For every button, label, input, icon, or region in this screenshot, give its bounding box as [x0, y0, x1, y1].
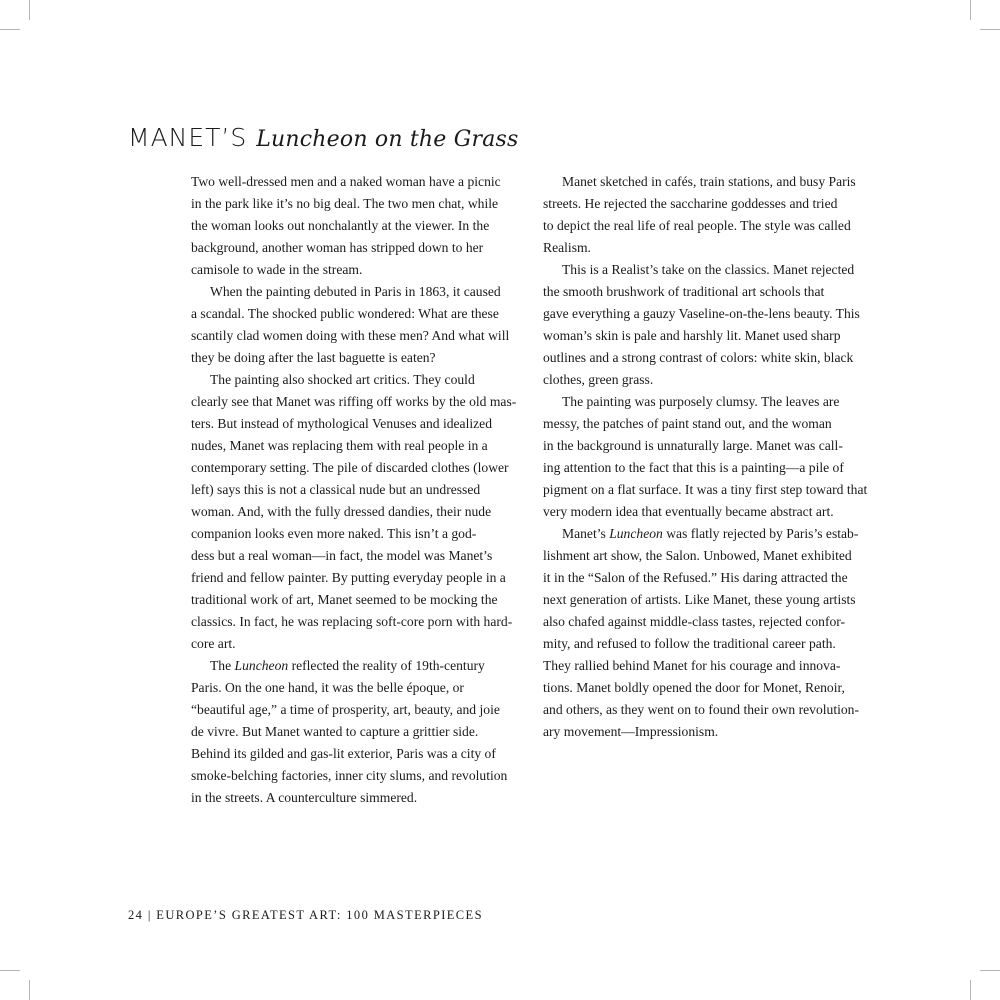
text-line: nudes, Manet was replacing them with real people in a [191, 438, 488, 453]
page-number: 24 [128, 908, 144, 922]
crop-mark [0, 29, 20, 30]
text-line: clearly see that Manet was riffing off works by the old mas- [191, 394, 517, 409]
text-line: to depict the real life of real people. The style was called [543, 218, 851, 233]
running-title: EUROPE’S GREATEST ART: 100 MASTERPIECES [156, 908, 483, 922]
text-line: woman. And, with the fully dressed dandies, their nude [191, 504, 492, 519]
italic-title-run: Luncheon [234, 658, 289, 673]
text-line: they be doing after the last baguette is eaten? [191, 350, 436, 365]
text-line: core art. [191, 636, 236, 651]
text-line: gave everything a gauzy Vaseline-on-the-lens beauty. This [543, 306, 860, 321]
text-line: tions. Manet boldly opened the door for Monet, Renoir, [543, 680, 845, 695]
text-line: contemporary setting. The pile of discarded clothes (lower [191, 460, 509, 475]
text-run: reflected the reality of 19th-century [288, 658, 485, 673]
crop-mark [29, 0, 30, 20]
text-line [543, 523, 867, 545]
text-line: background, another woman has stripped down to her [191, 240, 484, 255]
text-line: next generation of artists. Like Manet, these young artists [543, 592, 856, 607]
left-text-column [191, 171, 516, 809]
title-caps: MANET’S [128, 123, 248, 152]
text-line: very modern idea that eventually became abstract art. [543, 504, 834, 519]
text-line: traditional work of art, Manet seemed to be mocking the [191, 592, 498, 607]
text-line: pigment on a flat surface. It was a tiny first step toward that [543, 482, 868, 497]
text-line: They rallied behind Manet for his courage and innova- [543, 658, 841, 673]
title-italic: Luncheon on the Grass [256, 127, 519, 152]
text-line: Realism. [543, 240, 591, 255]
text-line: The painting also shocked art critics. They could [210, 372, 475, 387]
text-line: outlines and a strong contrast of colors: white skin, black [543, 350, 854, 365]
text-line: de vivre. But Manet wanted to capture a grittier side. [191, 724, 479, 739]
text-line: lishment art show, the Salon. Unbowed, Manet exhibited [543, 548, 852, 563]
crop-mark [29, 980, 30, 1000]
text-line: Paris. On the one hand, it was the belle époque, or [191, 680, 464, 695]
text-line: the woman looks out nonchalantly at the viewer. In the [191, 218, 490, 233]
text-line: also chafed against middle-class tastes, rejected confor- [543, 614, 846, 629]
text-line: classics. In fact, he was replacing soft-core porn with hard- [191, 614, 513, 629]
text-line: ters. But instead of mythological Venuses and idealized [191, 416, 493, 431]
text-line: left) says this is not a classical nude but an undressed [191, 482, 481, 497]
footer-separator: | [147, 908, 152, 922]
text-line: ary movement—Impressionism. [543, 724, 719, 739]
right-text-column [543, 171, 867, 743]
text-line: Manet sketched in cafés, train stations, and busy Paris [562, 174, 856, 189]
text-line: friend and fellow painter. By putting everyday people in a [191, 570, 506, 585]
page-footer [128, 908, 483, 923]
text-line: smoke-belching factories, inner city slums, and revolution [191, 768, 508, 783]
text-line: in the park like it’s no big deal. The two men chat, while [191, 196, 499, 211]
text-line: Behind its gilded and gas-lit exterior, Paris was a city of [191, 746, 496, 761]
text-line: woman’s skin is pale and harshly lit. Manet used sharp [543, 328, 841, 343]
text-line: companion looks even more naked. This isn’t a god- [191, 526, 477, 541]
text-line: it in the “Salon of the Refused.” His daring attracted the [543, 570, 848, 585]
text-line: streets. He rejected the saccharine goddesses and tried [543, 196, 838, 211]
text-line: This is a Realist’s take on the classics. Manet rejected [562, 262, 855, 277]
crop-mark [980, 29, 1000, 30]
text-line: and others, as they went on to found their own revolution- [543, 702, 859, 717]
text-line: in the background is unnaturally large. Manet was call- [543, 438, 843, 453]
text-line: ing attention to the fact that this is a painting—a pile of [543, 460, 844, 475]
text-line: the smooth brushwork of traditional art schools that [543, 284, 825, 299]
crop-mark [970, 980, 971, 1000]
crop-mark [980, 970, 1000, 971]
text-line: dess but a real woman—in fact, the model was Manet’s [191, 548, 493, 563]
text-line: messy, the patches of paint stand out, and the woman [543, 416, 832, 431]
text-line: clothes, green grass. [543, 372, 654, 387]
text-line: mity, and refused to follow the traditional career path. [543, 636, 836, 651]
crop-mark [970, 0, 971, 20]
text-run: The [210, 658, 235, 673]
text-line: “beautiful age,” a time of prosperity, art, beauty, and joie [191, 702, 500, 717]
crop-mark [0, 970, 20, 971]
text-line: in the streets. A counterculture simmered. [191, 790, 418, 805]
text-line: camisole to wade in the stream. [191, 262, 363, 277]
text-run: Manet’s [562, 526, 610, 541]
text-line [191, 655, 516, 677]
text-line: The painting was purposely clumsy. The leaves are [562, 394, 840, 409]
text-line: a scandal. The shocked public wondered: What are these [191, 306, 499, 321]
text-line: Two well-dressed men and a naked woman have a picnic [191, 174, 501, 189]
text-run: was flatly rejected by Paris’s estab- [662, 526, 859, 541]
text-line: When the painting debuted in Paris in 1863, it caused [210, 284, 501, 299]
italic-title-run: Luncheon [609, 526, 663, 541]
page-title [128, 122, 519, 156]
text-line: scantily clad women doing with these men? And what will [191, 328, 510, 343]
